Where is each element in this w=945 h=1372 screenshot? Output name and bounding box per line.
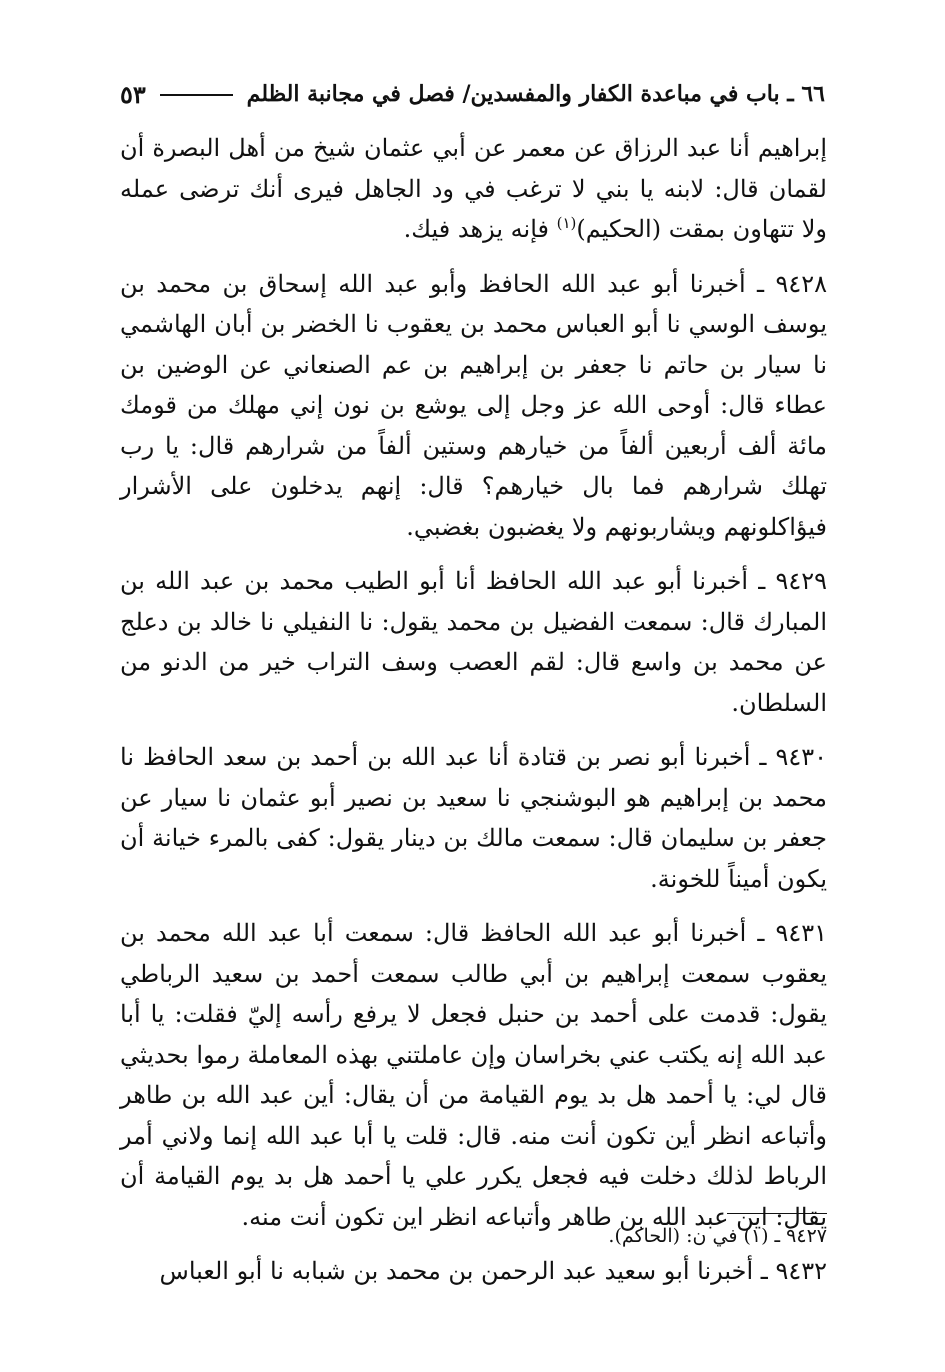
main-text (120, 128, 827, 1306)
hadith-9432: ٩٤٣٢ ـ أخبرنا أبو سعيد عبد الرحمن بن محمد بن شبابه نا أبو العباس (159, 1257, 827, 1285)
paragraph-text-end: فإنه يزهد فيك. (403, 215, 557, 243)
page-number: ٥٣ (120, 79, 146, 109)
running-title: ٦٦ ـ باب في مباعدة الكفار والمفسدين/ فصل في مجانبة الظلم (246, 81, 825, 107)
hadith-9430: ٩٤٣٠ ـ أخبرنا أبو نصر بن قتادة أنا عبد الله بن أحمد بن سعد الحافظ نا محمد بن إبراهيم هو البوشنجي نا سعيد بن نصير أبو عثمان نا سيار عن جعفر بن سليمان قال: سمعت مالك بن دينار يقول: كفى بالمرء خيانة أن يكون أميناً للخونة. (120, 743, 827, 893)
header-rule (160, 94, 233, 96)
paragraph-text: إبراهيم أنا عبد الرزاق عن معمر عن أبي عثمان شيخ من أهل البصرة أن لقمان قال: لابنه يا بني لا ترغب في ود الجاهل فيرى أنك ترضى عمله ولا تتهاون بمقت (الحكيم) (120, 134, 827, 243)
paragraph-continuation (120, 128, 827, 250)
footnote-reference: (١) (556, 214, 577, 232)
footnote-separator (727, 1213, 827, 1214)
page-header (120, 78, 825, 110)
hadith-9429: ٩٤٢٩ ـ أخبرنا أبو عبد الله الحافظ أنا أبو الطيب محمد بن عبد الله بن المبارك قال: سمعت الفضيل بن محمد يقول: نا النفيلي نا خالد بن دعلج عن محمد بن واسع قال: لقم العصب وسف التراب خير من الدنو من السلطان. (120, 567, 827, 717)
hadith-9431: ٩٤٣١ ـ أخبرنا أبو عبد الله الحافظ قال: سمعت أبا عبد الله محمد بن يعقوب سمعت إبراهيم بن أبي طالب سمعت أحمد بن سعيد الرباطي يقول: قدمت على أحمد بن حنبل فجعل لا يرفع رأسه إليّ فقلت: يا أبا عبد الله إنه يكتب عني بخراسان وإن عاملتني بهذه المعاملة رموا بحديثي قال لي: يا أحمد هل بد يوم القيامة من أن يقال: أين عبد الله بن طاهر وأتباعه انظر أين تكون أنت منه. قال: قلت يا أبا عبد الله إنما ولاني أمر الرباط لذلك دخلت فيه فجعل يكرر علي يا أحمد هل بد يوم القيامة أن يقال: اين عبد الله بن طاهر وأتباعه انظر اين تكون أنت منه. (120, 919, 827, 1231)
hadith-9428: ٩٤٢٨ ـ أخبرنا أبو عبد الله الحافظ وأبو عبد الله إسحاق بن محمد بن يوسف الوسي نا أبو العباس محمد بن يعقوب نا الخضر بن أبان الهاشمي نا سيار بن حاتم نا جعفر بن إبراهيم بن عم الصنعاني عن الوضين بن عطاء قال: أوحى الله عز وجل إلى يوشع بن نون إني مهلك من قومك مائة ألف أربعين ألفاً من خيارهم وستين ألفاً من شرارهم قال: يا رب تهلك شرارهم فما بال خيارهم؟ قال: إنهم يدخلون على الأشرار فيؤاكلونهم ويشاربونهم ولا يغضبون بغضبي. (120, 269, 827, 541)
footnote: ٩٤٢٧ ـ (١) في ن: (الحاكم). (608, 1225, 827, 1247)
